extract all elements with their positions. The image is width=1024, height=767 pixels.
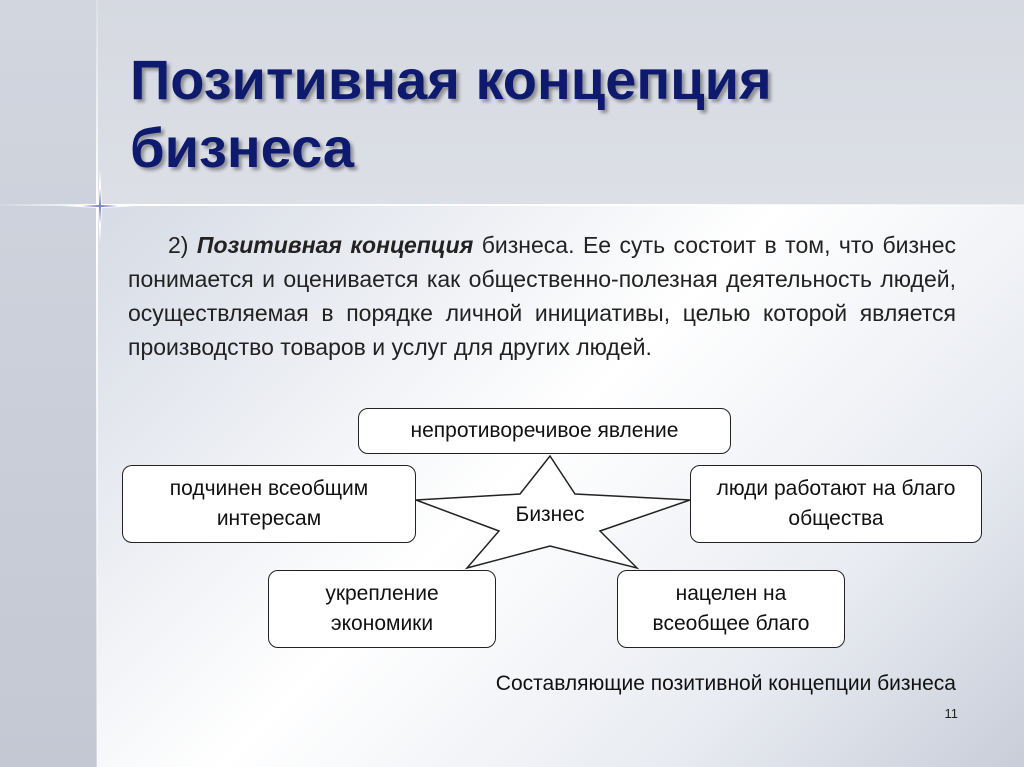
- component-right-label: люди работают на благо общества: [716, 477, 956, 530]
- diagram-caption: Составляющие позитивной концепции бизнеса: [495, 672, 956, 695]
- component-top-label: непротиворечивое явление: [410, 419, 679, 442]
- component-left: [122, 465, 416, 543]
- component-left-label: подчинен всеобщим интересам: [169, 477, 369, 530]
- component-bottom-left: [268, 570, 496, 648]
- component-right: [690, 465, 982, 543]
- component-top: [358, 408, 731, 454]
- page-number: 11: [944, 706, 958, 721]
- slide-title: Позитивная концепция бизнеса: [130, 48, 772, 179]
- center-label: Бизнес: [515, 503, 585, 526]
- component-bottom-right: [617, 570, 845, 648]
- component-bottom-left-label: укрепление экономики: [325, 582, 439, 635]
- paragraph-emphasis: Позитивная концепция: [196, 232, 474, 258]
- component-bottom-right-label: нацелен на всеобщее благо: [652, 582, 810, 635]
- paragraph-text: бизнеса. Ее суть состоит в том, что бизнес понимается и оценивается как общественно-полезная деятельность людей, осуществляемая в порядке личной инициативы, целью которой является производство товаров и услуг для других людей.: [128, 232, 956, 360]
- paragraph-prefix: 2): [168, 232, 197, 258]
